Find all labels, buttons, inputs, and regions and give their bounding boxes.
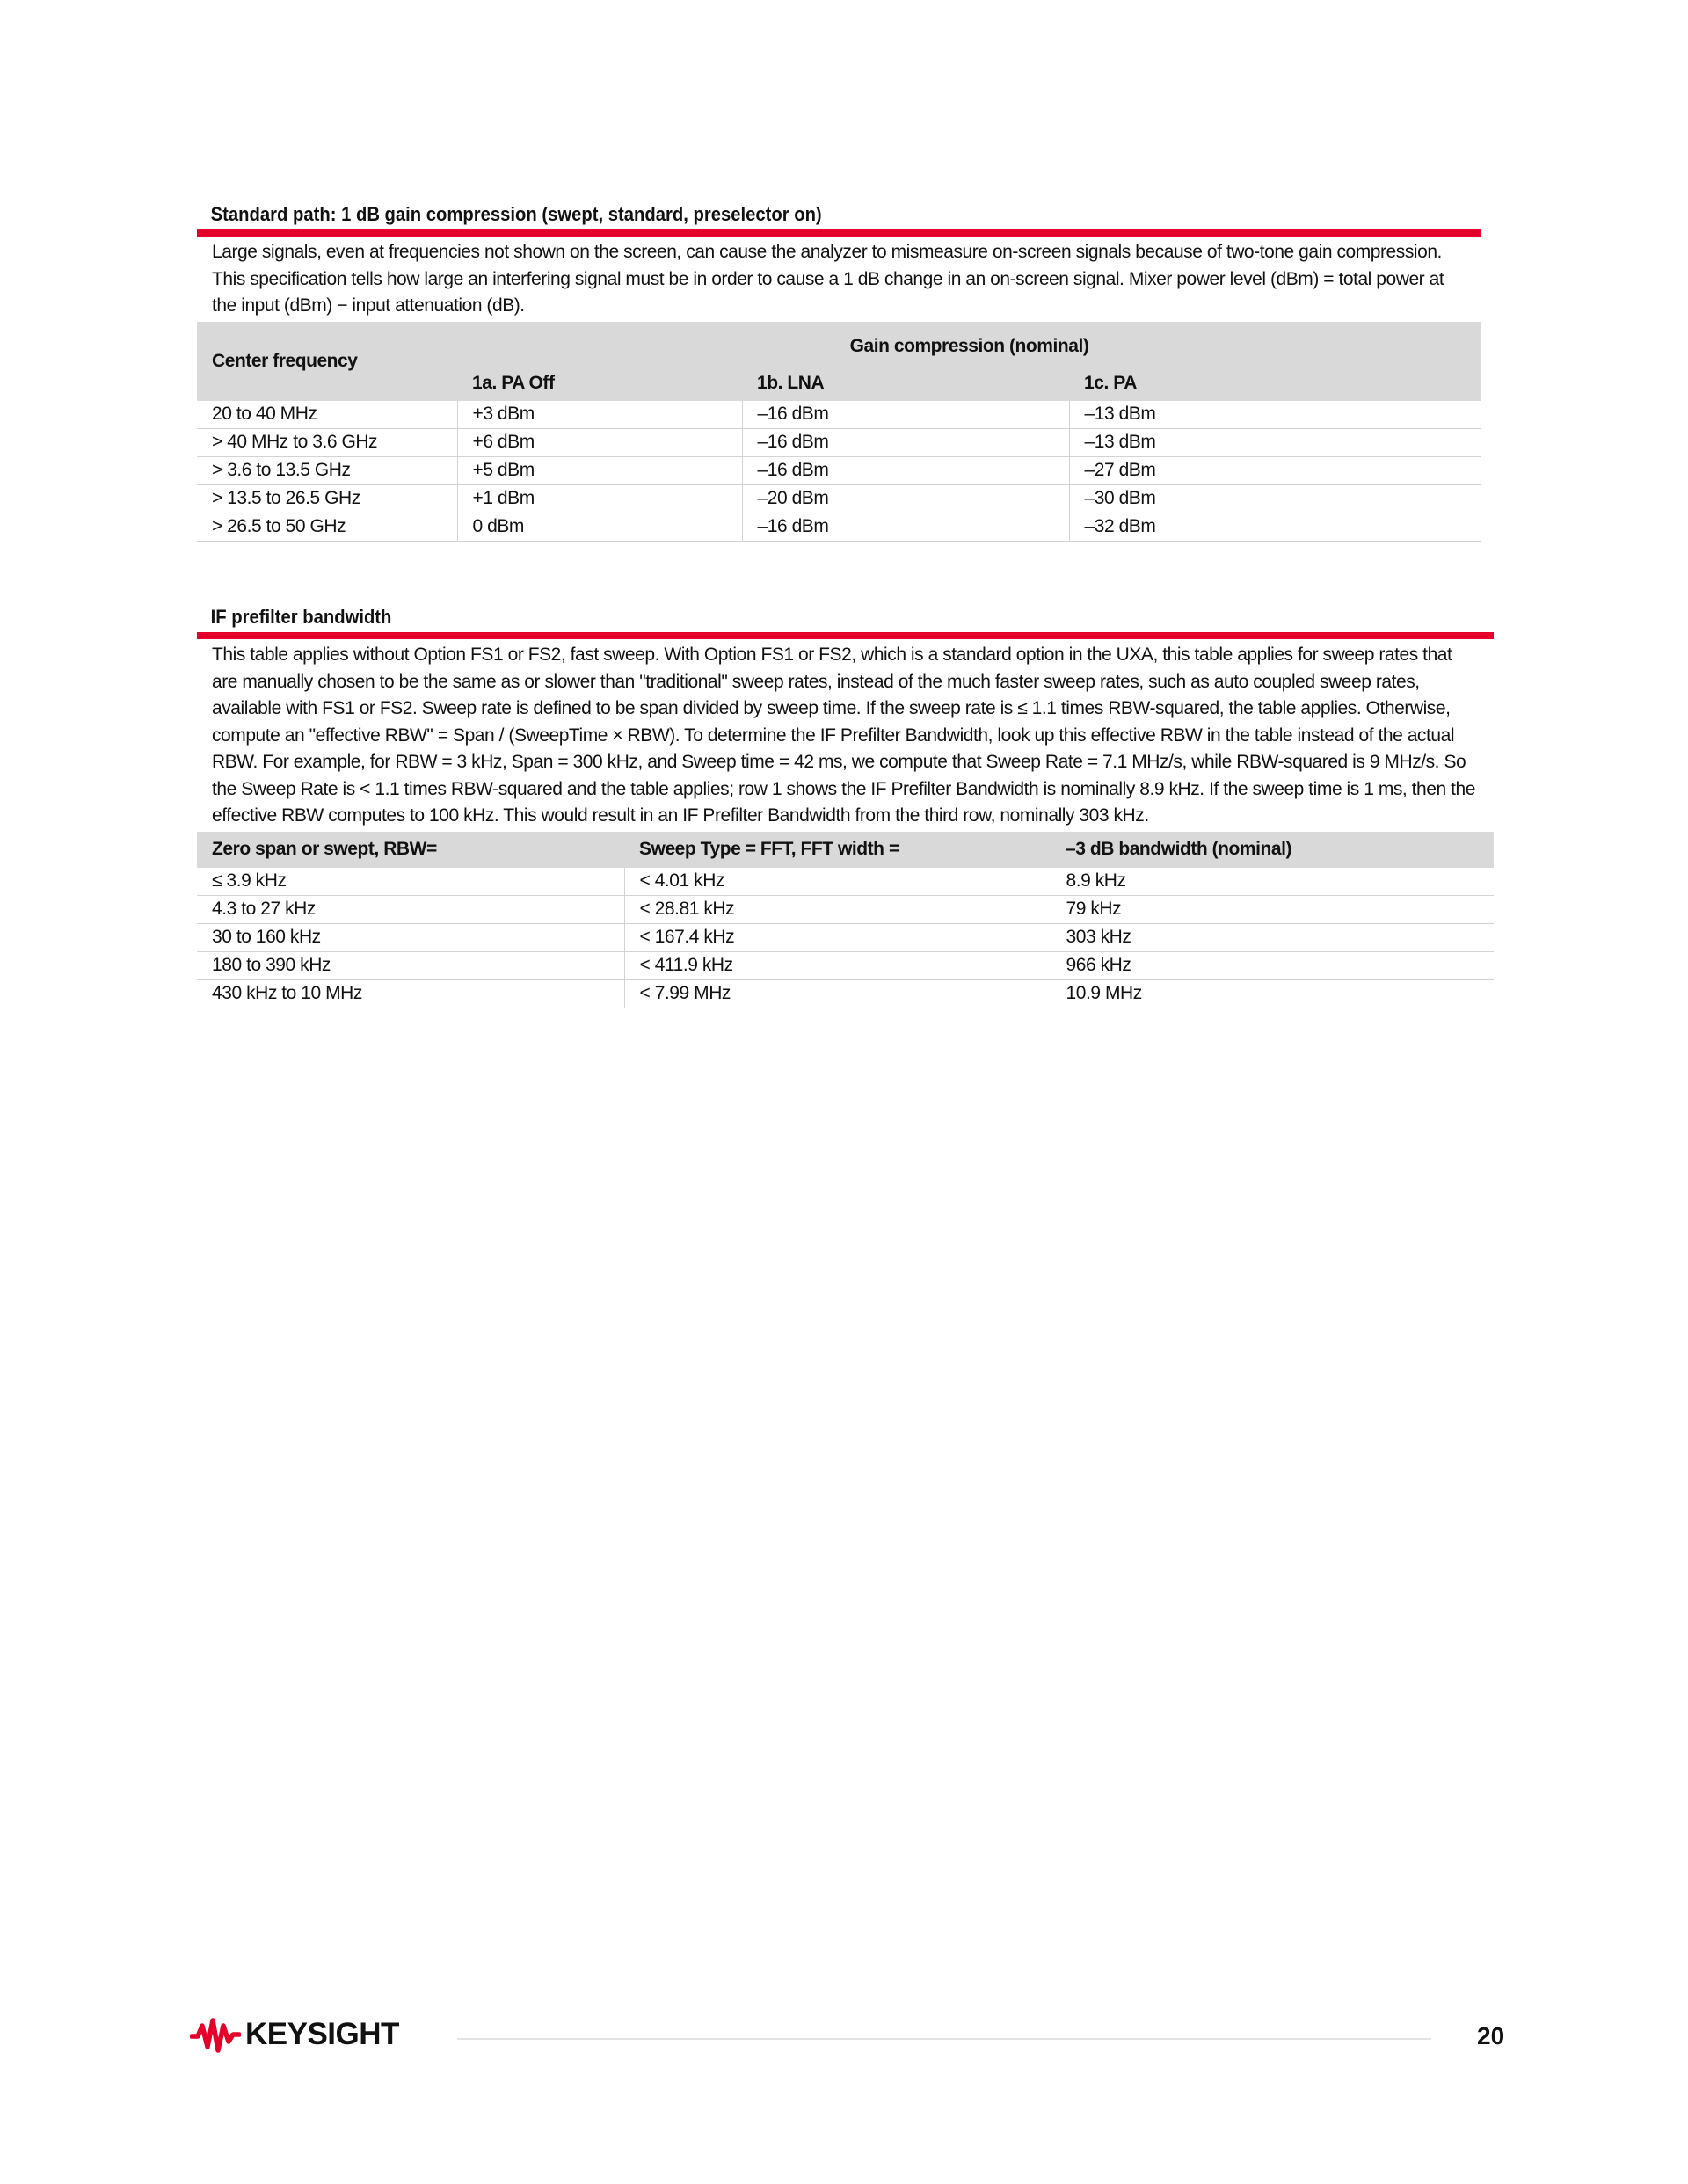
table-row xyxy=(197,401,1481,429)
cell-frequency: > 40 MHz to 3.6 GHz xyxy=(197,428,457,456)
table-row xyxy=(197,428,1481,456)
section-rule xyxy=(197,229,1481,237)
cell-frequency: > 13.5 to 26.5 GHz xyxy=(197,484,457,513)
section-if-prefilter xyxy=(197,604,1494,1008)
cell-fft-width: < 4.01 kHz xyxy=(624,868,1051,896)
footer-divider xyxy=(457,2038,1431,2040)
cell-fft-width: < 167.4 kHz xyxy=(624,923,1051,951)
brand-name: KEYSIGHT xyxy=(245,2017,399,2051)
cell-rbw: ≤ 3.9 kHz xyxy=(197,868,624,896)
header-bandwidth: –3 dB bandwidth (nominal) xyxy=(1051,832,1494,868)
cell-frequency: 20 to 40 MHz xyxy=(197,401,457,429)
cell-pa-off: +3 dBm xyxy=(457,401,742,429)
cell-bandwidth: 10.9 MHz xyxy=(1051,979,1494,1008)
table-row xyxy=(197,868,1494,896)
cell-fft-width: < 28.81 kHz xyxy=(624,895,1051,923)
keysight-logo xyxy=(190,2015,399,2054)
section-gain-compression xyxy=(197,201,1481,542)
cell-rbw: 180 to 390 kHz xyxy=(197,951,624,979)
cell-bandwidth: 8.9 kHz xyxy=(1051,868,1494,896)
section-description: This table applies without Option FS1 or FS2, fast sweep. With Option FS1 or FS2, which is a standard option in the UXA, this table applies for sweep rates that are manually chosen to be the same as or slower than "traditional" sweep rates, instead of the much faster sweep rates, such as auto coupled sweep rates, available with FS1 or FS2. Sweep rate is defined to be span divided by sweep time. If the sweep rate is ≤ 1.1 times RBW-squared, the table applies. Otherwise, compute an "effective RBW" = Span / (SweepTime × RBW). To determine the IF Prefilter Bandwidth, look up this effective RBW in the table instead of the actual RBW. For example, for RBW = 3 kHz, Span = 300 kHz, and Sweep time = 42 ms, we compute that Sweep Rate = 7.1 MHz/s, while RBW-squared is 9 MHz/s. So the Sweep Rate is < 1.1 times RBW-squared and the table applies; row 1 shows the IF Prefilter Bandwidth is nominally 8.9 kHz. If the sweep time is 1 ms, then the effective RBW computes to 100 kHz. This would result in an IF Prefilter Bandwidth from the third row, nominally 303 kHz. xyxy=(212,644,1475,826)
cell-lna: –16 dBm xyxy=(742,513,1069,541)
table-row xyxy=(197,951,1494,979)
cell-pa-off: +5 dBm xyxy=(457,456,742,484)
table-row xyxy=(197,895,1494,923)
cell-rbw: 430 kHz to 10 MHz xyxy=(197,979,624,1008)
section-rule xyxy=(197,632,1494,639)
cell-rbw: 30 to 160 kHz xyxy=(197,923,624,951)
cell-pa-off: 0 dBm xyxy=(457,513,742,541)
cell-pa: –32 dBm xyxy=(1069,513,1481,541)
table-row xyxy=(197,979,1494,1008)
cell-pa: –27 dBm xyxy=(1069,456,1481,484)
cell-bandwidth: 966 kHz xyxy=(1051,951,1494,979)
header-pa-off: 1a. PA Off xyxy=(457,366,742,401)
header-rbw: Zero span or swept, RBW= xyxy=(197,832,624,868)
cell-lna: –16 dBm xyxy=(742,456,1069,484)
header-lna: 1b. LNA xyxy=(742,366,1069,401)
gain-compression-table xyxy=(197,322,1481,542)
cell-lna: –16 dBm xyxy=(742,428,1069,456)
cell-pa: –13 dBm xyxy=(1069,401,1481,429)
cell-pa-off: +6 dBm xyxy=(457,428,742,456)
header-gain-compression: Gain compression (nominal) xyxy=(457,322,1481,366)
table-row xyxy=(197,456,1481,484)
header-fft-width: Sweep Type = FFT, FFT width = xyxy=(624,832,1051,868)
table-row xyxy=(197,513,1481,541)
table-row xyxy=(197,484,1481,513)
cell-fft-width: < 7.99 MHz xyxy=(624,979,1051,1008)
cell-frequency: > 26.5 to 50 GHz xyxy=(197,513,457,541)
cell-lna: –20 dBm xyxy=(742,484,1069,513)
header-center-frequency: Center frequency xyxy=(197,322,457,401)
cell-frequency: > 3.6 to 13.5 GHz xyxy=(197,456,457,484)
cell-pa-off: +1 dBm xyxy=(457,484,742,513)
section-description: Large signals, even at frequencies not shown on the screen, can cause the analyzer to mismeasure on-screen signals because of two-tone gain compression. This specification tells how large an interfering signal must be in order to cause a 1 dB change in an on-screen signal. Mixer power level (dBm) = total power at the input (dBm) − input attenuation (dB). xyxy=(212,242,1444,316)
waveform-icon xyxy=(190,2015,241,2054)
cell-fft-width: < 411.9 kHz xyxy=(624,951,1051,979)
page-number: 20 xyxy=(1477,2022,1505,2049)
section-title: IF prefilter bandwidth xyxy=(210,606,392,628)
cell-pa: –13 dBm xyxy=(1069,428,1481,456)
cell-bandwidth: 303 kHz xyxy=(1051,923,1494,951)
section-title: Standard path: 1 dB gain compression (swept, standard, preselector on) xyxy=(210,203,822,225)
table-row xyxy=(197,923,1494,951)
cell-lna: –16 dBm xyxy=(742,401,1069,429)
cell-pa: –30 dBm xyxy=(1069,484,1481,513)
if-prefilter-table xyxy=(197,832,1494,1008)
cell-bandwidth: 79 kHz xyxy=(1051,895,1494,923)
cell-rbw: 4.3 to 27 kHz xyxy=(197,895,624,923)
header-pa: 1c. PA xyxy=(1069,366,1481,401)
